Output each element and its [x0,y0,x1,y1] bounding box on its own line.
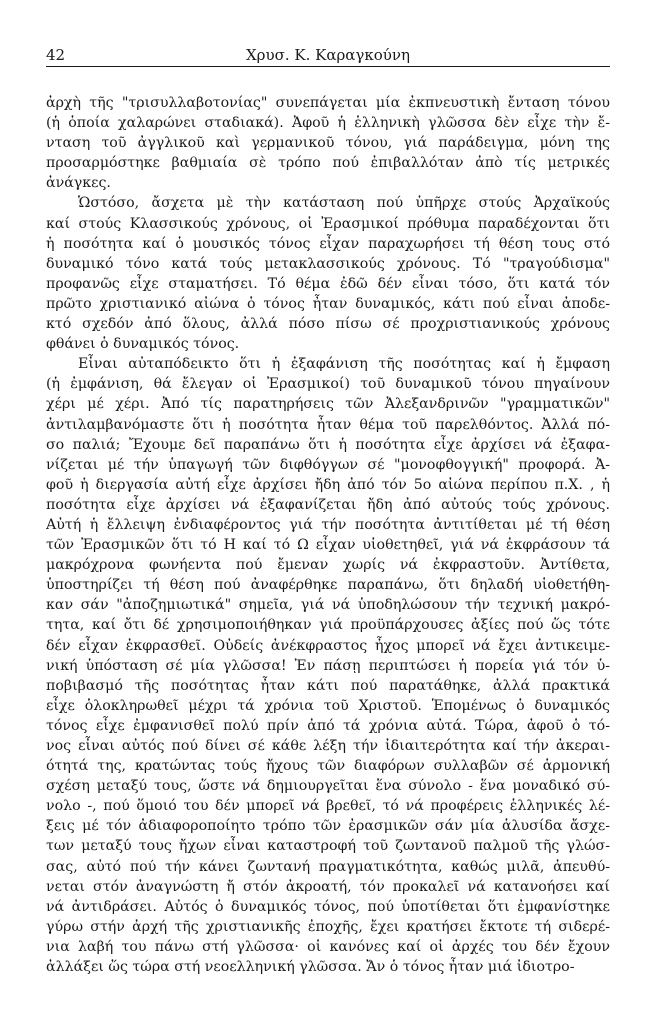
text-line: κτό σχεδόν ἀπό ὅλους, ἀλλά πόσο πίσω σέ προχριστιανικούς χρόνους [46,316,610,333]
paragraph [46,93,610,193]
text-line: εἶχε ὁλοκληρωθεῖ μέχρι τά χρόνια τοῦ Χριστοῦ. Ἑπομένως ὁ δυναμικός [46,697,610,714]
text-line: ποβιβασμό τῆς ποσότητας ἦταν κάτι πού παρατάθηκε, ἀλλά πρακτικά [46,677,610,694]
text-line: Ὡστόσο, ἄσχετα μὲ τὴν κατάσταση πού ὑπῆρχε στούς Ἀρχαϊκούς [78,195,610,212]
text-line: καί στούς Κλασσικούς χρόνους, οἱ Ἐρασμικοί πρόθυμα παραδέχονται ὅτι [46,215,610,232]
text-line: καν σάν "ἀποζημιωτικά" σημεῖα, γιά νά ὑποδηλώσουν τήν τεχνική μακρό- [46,597,610,614]
header-rule [46,66,610,67]
text-line: ποσότητα εἶχε ἀρχίσει νά ἐξαφανίζεται ἤδη ἀπό αὐτούς τούς χρόνους. [46,496,610,513]
text-line: νά ἀντιδράσει. Αὐτός ὁ δυναμικός τόνος, πού ὑποτίθεται ὅτι ἐμφανίστηκε [46,898,610,915]
text-line: (ἡ ὁποία χαλαρώνει σταδιακά). Ἀφοῦ ἡ ἑλληνικὴ γλῶσσα δὲν εἶχε τὴν ἔ- [46,115,610,132]
text-line: ἡ ποσότητα καί ὁ μουσικός τόνος εἶχαν παραχωρήσει τή θέση τους στό [46,235,610,252]
text-line: χέρι μέ χέρι. Ἀπό τίς παρατηρήσεις τῶν Ἀλεξανδρινῶν "γραμματικῶν" [46,396,610,413]
text-line: νική ὑπόσταση σέ μία γλῶσσα! Ἐν πάσῃ περιπτώσει ἡ πορεία γιά τόν ὑ- [46,657,610,674]
text-line: νια λαβή του πάνω στή γλῶσσα· οἱ κανόνες καί οἱ ἀρχές του δέν ἔχουν [46,938,610,955]
text-line: γύρω στήν ἀρχή τῆς χριστιανικῆς ἐποχῆς, ἔχει κρατήσει ἔκτοτε τή σιδερέ- [46,918,610,935]
text-line: νος εἶναι αὐτός πού δίνει σέ κάθε λέξη τήν ἰδιαιτερότητα καί τήν ἀκεραι- [46,738,610,754]
text-line: Αὐτή ἡ ἔλλειψη ἐνδιαφέροντος γιά τήν ποσότητα ἀντιτίθεται μέ τή θέση [46,516,610,533]
text-line: Εἶναι αὐταπόδεικτο ὅτι ἡ ἐξαφάνιση τῆς ποσότητας καί ἡ ἔμφαση [78,356,610,373]
paragraph [46,193,610,354]
text-line: τητα, καί ὄτι δέ χρησιμοποιήθηκαν γιά προϋπάρχουσες ἀξίες πού ὥς τότε [46,617,610,634]
text-line: δυναμικό τόνο κατά τούς μετακλασσικούς χρόνους. Τό "τραγούδισμα" [46,255,610,272]
text-line: σας, αὐτό πού τήν κάνει ζωντανή πραγματικότητα, καθώς μιλᾶ, ἀπευθύ- [46,858,610,875]
text-line: μακρόχρονα φωνήεντα πού ἔμεναν χωρίς νά ἐκφραστοῦν. Ἀντίθετα, [46,557,610,574]
text-line: ξεις μέ τόν ἀδιαφοροποίητο τρόπο τῶν ἐρασμικῶν σάν μία ἁλυσίδα ἄσχε- [46,818,610,835]
running-title: Χρυσ. Κ. Καραγκούνη [245,46,410,64]
text-line: προφανῶς εἶχε σταματήσει. Τό θέμα ἐδῶ δέν εἶναι τόσο, ὅτι κατά τόν [46,275,610,292]
text-line: δέν εἶχαν ἐκφρασθεῖ. Οὐδείς ἀνέκφραστος ἦχος μπορεῖ νά ἔχει ἀντικειμε- [46,637,610,654]
paragraph [46,354,610,977]
text-line: ἀρχὴ τῆς "τρισυλλαβοτονίας" συνεπάγεται μία ἐκπνευστικὴ ἔνταση τόνου [46,95,610,111]
text-line: σχέση μεταξύ τους, ὥστε νά δημιουργεῖται ἕνα σύνολο - ἕνα μοναδικό σύ- [46,778,610,795]
text-line: τῶν Ἐρασμικῶν ὅτι τό Η καί τό Ω εἶχαν υἱοθετηθεῖ, γιά νά ἐκφράσουν τά [46,537,610,554]
text-line: νεται στόν ἀναγνώστη ἤ στόν ἀκροατή, τόν προκαλεῖ νά κατανοήσει καί [46,878,610,895]
text-line: ἀνάγκες. [46,175,111,192]
body-text [46,93,610,977]
text-line: ότητά της, κρατώντας τούς ἤχους τῶν διαφόρων συλλαβῶν σέ ἁρμονική [46,758,610,775]
text-line: των μεταξύ τους ἤχων εἶναι καταστροφή τοῦ ζωντανοῦ παλμοῦ τῆς γλώσ- [46,838,610,855]
text-line: φοῦ ἡ διεργασία αὐτή εἶχε ἀρχίσει ἤδη ἀπό τόν 5ο αἰώνα περίπου π.Χ. , ἡ [46,476,610,493]
text-line: τόνος εἶχε ἐμφανισθεῖ πολύ πρίν ἀπό τά χρόνια αὐτά. Τώρα, ἀφοῦ ὁ τό- [46,717,610,734]
text-line: ἀλλάξει ὥς τώρα στή νεοελληνική γλῶσσα. Ἄν ὁ τόνος ἦταν μιά ἰδιοτρο- [46,959,575,976]
text-line: φθάνει ὁ δυναμικός τόνος. [46,336,240,353]
text-line: νίζεται μέ τήν ὑπαγωγή τῶν διφθόγγων σέ "μονοφθογγική" προφορά. Ἀ- [46,456,610,473]
text-line: προσαρμόστηκε βαθμιαία σὲ τρόπο πού ἐπιβαλλόταν ἀπὸ τίς μετρικές [46,155,610,172]
text-line: νολο -, πού ὅμοιό του δέν μπορεῖ νά βρεθεῖ, τό νά προφέρεις ἑλληνικές λέ- [46,798,610,815]
text-line: σο παλιά; Ἔχουμε δεῖ παραπάνω ὅτι ἡ ποσότητα εἶχε ἀρχίσει νά ἐξαφα- [46,436,610,453]
text-line: ὑποστηρίζει τή θέση πού ἀναφέρθηκε παραπάνω, ὅτι δηλαδή υἱοθετήθη- [46,577,610,594]
page-header [46,44,610,66]
text-line: ἀντιλαμβανόμαστε ὅτι ἡ ποσότητα ἦταν θέμα τοῦ παρελθόντος. Ἀλλά πό- [46,416,610,433]
page-number: 42 [46,46,66,64]
text-line: (ἡ ἐμφάνιση, θά ἔλεγαν οἱ Ἐρασμικοί) τοῦ δυναμικοῦ τόνου πηγαίνουν [46,376,610,393]
text-line: νταση τοῦ ἀγγλικοῦ καὶ γερμανικοῦ τόνου, γιά παράδειγμα, μόνη της [46,135,610,152]
text-line: πρῶτο χριστιανικό αἰώνα ὁ τόνος ἦταν δυναμικός, κάτι πού εἶναι ἀποδε- [46,295,610,312]
